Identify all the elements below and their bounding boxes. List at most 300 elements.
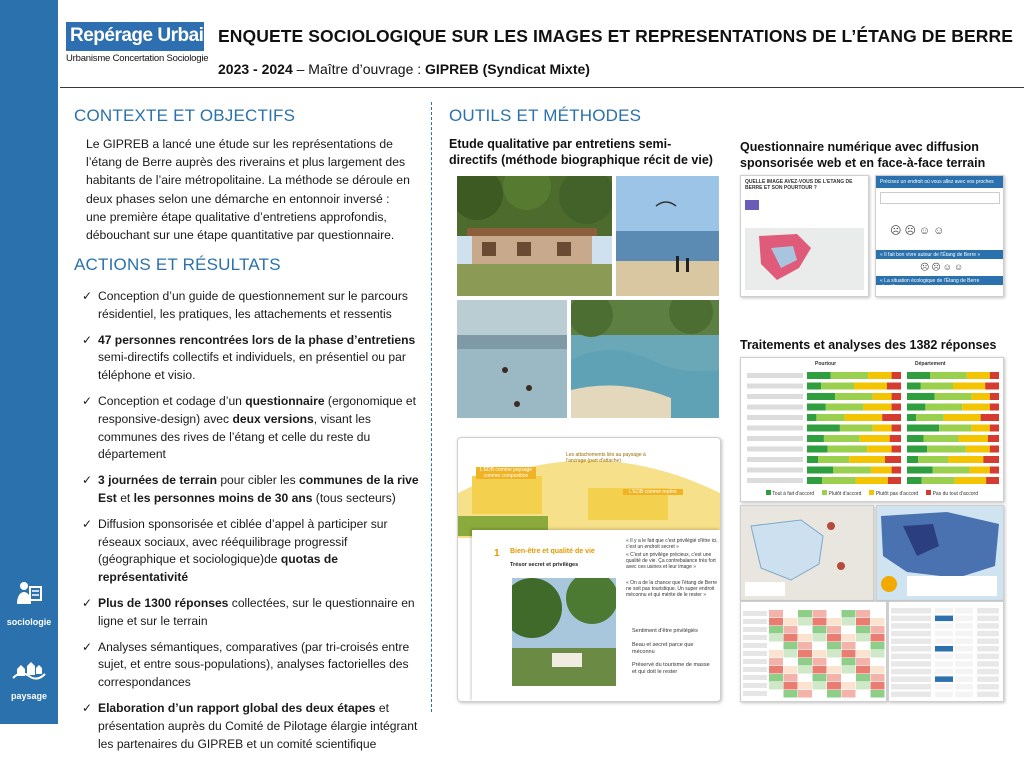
bar-segment bbox=[873, 425, 892, 432]
heat-cell bbox=[871, 642, 885, 650]
header-divider bbox=[60, 87, 1024, 88]
survey-text-field bbox=[880, 192, 1000, 204]
bar-segment bbox=[990, 467, 999, 474]
row-label-placeholder bbox=[747, 447, 803, 452]
bar-segment bbox=[935, 393, 972, 400]
action-text: (ergonomique et responsive-design) avec bbox=[98, 393, 416, 426]
list-item bbox=[80, 472, 424, 508]
checkmark-icon: ✓ bbox=[82, 289, 93, 303]
bar-segment bbox=[867, 446, 891, 453]
bar-segment bbox=[885, 456, 901, 463]
heatmap-grid bbox=[741, 602, 886, 701]
table-cell bbox=[891, 692, 931, 698]
chart-head-departement: Département bbox=[915, 361, 946, 367]
table-cell bbox=[955, 631, 973, 637]
bar-segment bbox=[840, 425, 873, 432]
legend-item bbox=[869, 490, 918, 497]
person-reading-icon bbox=[13, 578, 45, 610]
analyses-title: Traitements et analyses des 1382 réponses bbox=[740, 338, 997, 352]
page-subtitle bbox=[218, 61, 590, 77]
table-cell bbox=[977, 692, 999, 698]
bar-segment bbox=[983, 456, 999, 463]
bar-segment bbox=[967, 372, 990, 379]
row-label-placeholder bbox=[747, 436, 803, 441]
table-cell bbox=[955, 669, 973, 675]
table-cell bbox=[977, 616, 999, 622]
heat-cell bbox=[856, 650, 870, 658]
table-cell bbox=[891, 646, 931, 652]
table-cell bbox=[891, 616, 931, 622]
subtitle-client: GIPREB (Syndicat Mixte) bbox=[425, 61, 590, 77]
survey-q3: « Il fait bon vivre autour de l'Étang de Berre » bbox=[880, 252, 981, 258]
heat-cell bbox=[798, 610, 812, 618]
table-cell bbox=[891, 661, 931, 667]
list-item bbox=[80, 595, 424, 631]
table-cell bbox=[935, 631, 953, 637]
heat-cell bbox=[856, 658, 870, 666]
table-cell bbox=[891, 676, 931, 682]
bar-segment bbox=[907, 383, 921, 390]
photo-cove bbox=[571, 300, 719, 418]
slide-photo bbox=[512, 578, 616, 686]
table-cell bbox=[891, 684, 931, 690]
slide-bullet: Beau et secret parce que méconnu bbox=[632, 642, 694, 655]
row-label-placeholder bbox=[747, 405, 803, 410]
tools-heading: OUTILS ET MÉTHODES bbox=[449, 106, 642, 125]
list-item bbox=[80, 639, 424, 692]
heat-cell bbox=[769, 634, 783, 642]
bar-segment bbox=[907, 467, 933, 474]
action-text: Conception et codage d’un bbox=[98, 393, 246, 408]
action-text: collectées, sur le questionnaire en ligne et sur le terrain bbox=[98, 595, 415, 628]
emoji-scale-icon: ☹☹☺☺ bbox=[890, 225, 948, 237]
actions-heading: ACTIONS ET RÉSULTATS bbox=[74, 255, 281, 274]
bar-segment bbox=[907, 446, 927, 453]
heat-cell bbox=[813, 666, 827, 674]
row-label-placeholder bbox=[743, 619, 767, 624]
action-bold: Plus de 1300 réponses bbox=[98, 595, 229, 610]
checkmark-icon: ✓ bbox=[82, 516, 93, 531]
slide-number: 1 bbox=[494, 548, 500, 559]
action-text: Diffusion sponsorisée et ciblée d’appel à participer sur réseaux sociaux, avec rééquilibrage progressif (géographique et sociologique)de bbox=[98, 516, 388, 567]
bar-segment bbox=[873, 393, 892, 400]
bar-segment bbox=[907, 372, 930, 379]
table-cell bbox=[955, 623, 973, 629]
chart-head-pourtour: Pourtour bbox=[815, 361, 837, 367]
photo-swimmers bbox=[457, 300, 567, 418]
bar-segment bbox=[826, 404, 864, 411]
heat-cell bbox=[827, 658, 841, 666]
heat-cell bbox=[856, 634, 870, 642]
bar-segment bbox=[939, 425, 971, 432]
row-label-placeholder bbox=[743, 659, 767, 664]
bar-segment bbox=[918, 456, 948, 463]
table-cell bbox=[935, 692, 953, 698]
bar-segment bbox=[821, 383, 854, 390]
heat-cell bbox=[871, 610, 885, 618]
heat-cell bbox=[798, 634, 812, 642]
row-label-placeholder bbox=[747, 384, 803, 389]
slide-quote: « On a de la chance que l'étang de Berre ne soit pas touristique. Un super endroit méconnu et qui mérite de le rester » bbox=[626, 580, 718, 598]
crosstab-table bbox=[740, 601, 887, 702]
checkmark-icon: ✓ bbox=[82, 332, 93, 347]
bar-segment bbox=[892, 446, 901, 453]
bar-segment bbox=[824, 435, 860, 442]
table-cell bbox=[891, 669, 931, 675]
heat-cell bbox=[871, 666, 885, 674]
bar-segment bbox=[971, 393, 989, 400]
bar-segment bbox=[807, 456, 818, 463]
logo-subtitle: Urbanisme Concertation Sociologie bbox=[66, 53, 209, 64]
bar-segment bbox=[907, 425, 939, 432]
photo-building-pines bbox=[457, 176, 612, 296]
row-label-placeholder bbox=[743, 643, 767, 648]
heat-cell bbox=[813, 682, 827, 690]
bar-segment bbox=[828, 446, 867, 453]
bar-segment bbox=[944, 414, 981, 421]
heat-cell bbox=[784, 666, 798, 674]
logo bbox=[66, 22, 215, 64]
heat-cell bbox=[784, 650, 798, 658]
action-text: semi-directifs collectifs et individuels, en présentiel ou par téléphone et visio. bbox=[98, 350, 406, 383]
bar-segment bbox=[807, 404, 826, 411]
slide-heading: Bien-être et qualité de vie bbox=[510, 548, 595, 555]
table-cell bbox=[935, 661, 953, 667]
action-bold: 47 personnes rencontrées lors de la phase d’entretiens bbox=[98, 332, 416, 347]
heat-cell bbox=[813, 618, 827, 626]
chart-legend bbox=[741, 490, 1003, 497]
row-label-placeholder bbox=[747, 468, 803, 473]
bar-segment bbox=[807, 477, 822, 484]
table-cell bbox=[935, 646, 953, 652]
heat-cell bbox=[784, 610, 798, 618]
heat-cell bbox=[842, 610, 856, 618]
action-text: pour cibler les bbox=[216, 473, 299, 488]
survey-phone-screenshot bbox=[740, 175, 869, 297]
survey-map bbox=[741, 200, 868, 295]
slide-quote: « C'est un privilège précieux, c'est une qualité de vie. Ça contrebalance très fort avec ces usines et leur image » bbox=[626, 552, 716, 570]
table-cell bbox=[955, 654, 973, 660]
heat-cell bbox=[827, 618, 841, 626]
bar-segment bbox=[907, 414, 916, 421]
table-cell bbox=[935, 669, 953, 675]
bar-segment bbox=[863, 404, 891, 411]
heat-cell bbox=[798, 690, 812, 698]
bar-segment bbox=[907, 435, 924, 442]
sidebar-item-paysage bbox=[0, 656, 58, 701]
bar-segment bbox=[892, 425, 901, 432]
table-cell bbox=[977, 623, 999, 629]
bar-segment bbox=[959, 435, 988, 442]
bar-segment bbox=[930, 372, 967, 379]
heat-cell bbox=[813, 690, 827, 698]
heat-cell bbox=[871, 650, 885, 658]
survey-q2: Précisez un endroit où vous allez avec vos proches bbox=[880, 179, 994, 185]
heat-cell bbox=[842, 650, 856, 658]
bar-segment bbox=[985, 383, 999, 390]
communes-table bbox=[888, 601, 1004, 702]
heat-cell bbox=[798, 642, 812, 650]
heat-cell bbox=[798, 658, 812, 666]
bar-segment bbox=[962, 404, 990, 411]
table-cell bbox=[891, 638, 931, 644]
bar-segment bbox=[990, 446, 999, 453]
bar-segment bbox=[892, 404, 901, 411]
row-label-placeholder bbox=[747, 426, 803, 431]
heat-cell bbox=[827, 634, 841, 642]
heat-cell bbox=[784, 642, 798, 650]
heat-cell bbox=[813, 626, 827, 634]
legend-item bbox=[766, 490, 814, 497]
heat-cell bbox=[842, 682, 856, 690]
heat-cell bbox=[842, 634, 856, 642]
heat-cell bbox=[813, 610, 827, 618]
table-cell bbox=[955, 684, 973, 690]
table-cell bbox=[935, 684, 953, 690]
bar-segment bbox=[818, 456, 849, 463]
table-cell bbox=[935, 654, 953, 660]
table-cell bbox=[955, 676, 973, 682]
column-divider bbox=[431, 102, 432, 712]
heat-cell bbox=[769, 650, 783, 658]
heat-cell bbox=[871, 682, 885, 690]
heat-cell bbox=[827, 674, 841, 682]
action-bold: quotas de représentativité bbox=[98, 552, 339, 585]
row-label-placeholder bbox=[743, 627, 767, 632]
bar-segment bbox=[871, 467, 892, 474]
bar-segment bbox=[807, 425, 840, 432]
checkmark-icon: ✓ bbox=[82, 473, 93, 488]
bar-segment bbox=[981, 414, 999, 421]
bar-segment bbox=[892, 467, 901, 474]
heat-cell bbox=[871, 618, 885, 626]
slide-page bbox=[472, 530, 720, 701]
heat-cell bbox=[856, 690, 870, 698]
slide-bullet: Sentiment d'être privilégiés bbox=[632, 628, 698, 634]
bar-segment bbox=[868, 372, 892, 379]
table-cell bbox=[977, 608, 999, 614]
subtitle-year: 2023 - 2024 bbox=[218, 61, 293, 77]
bar-segment bbox=[890, 435, 901, 442]
checkmark-icon: ✓ bbox=[82, 393, 93, 408]
response-chart-panel bbox=[740, 357, 1004, 502]
bar-segment bbox=[916, 414, 944, 421]
heat-cell bbox=[827, 642, 841, 650]
bar-segment bbox=[822, 477, 856, 484]
emoji-scale-icon: ☹☹☺☺ bbox=[920, 262, 966, 272]
bar-segment bbox=[807, 435, 824, 442]
list-item bbox=[80, 332, 424, 385]
heat-cell bbox=[871, 674, 885, 682]
heat-cell bbox=[798, 674, 812, 682]
bar-segment bbox=[955, 477, 986, 484]
heat-cell bbox=[784, 690, 798, 698]
heat-cell bbox=[798, 650, 812, 658]
stacked-bars bbox=[741, 368, 1003, 488]
bar-segment bbox=[933, 467, 970, 474]
heat-cell bbox=[798, 666, 812, 674]
bar-segment bbox=[927, 446, 966, 453]
row-label-placeholder bbox=[743, 683, 767, 688]
bar-segment bbox=[888, 477, 901, 484]
heat-cell bbox=[769, 626, 783, 634]
heat-cell bbox=[784, 634, 798, 642]
table-cell bbox=[977, 676, 999, 682]
heat-cell bbox=[813, 674, 827, 682]
table-cell bbox=[955, 608, 973, 614]
legend-item bbox=[926, 490, 978, 497]
bar-segment bbox=[807, 383, 821, 390]
heat-cell bbox=[769, 618, 783, 626]
table-cell bbox=[891, 654, 931, 660]
heat-cell bbox=[856, 642, 870, 650]
logo-title: Repérage Urbain bbox=[66, 22, 204, 51]
map-lagoon bbox=[740, 505, 874, 601]
slide-quote: « Il y a le fait que c'est privilégié d'être ici, c'est un endroit secret » bbox=[626, 538, 718, 550]
table-cell bbox=[977, 654, 999, 660]
list-item bbox=[80, 393, 424, 464]
photo-beach-kites bbox=[616, 176, 719, 296]
bar-segment bbox=[882, 414, 901, 421]
bar-segment bbox=[907, 477, 922, 484]
bar-segment bbox=[860, 435, 890, 442]
bar-segment bbox=[831, 372, 869, 379]
action-bold: 3 journées de terrain bbox=[98, 473, 217, 488]
bar-segment bbox=[887, 383, 901, 390]
heat-cell bbox=[856, 666, 870, 674]
heat-cell bbox=[769, 658, 783, 666]
bar-segment bbox=[892, 393, 901, 400]
action-text: Conception d’un guide de questionnement sur le parcours résidentiel, les pratiques, les attachements et ressentis bbox=[98, 289, 408, 321]
table-cell bbox=[977, 684, 999, 690]
heat-cell bbox=[813, 658, 827, 666]
row-label-placeholder bbox=[747, 478, 803, 483]
heat-cell bbox=[871, 658, 885, 666]
heat-cell bbox=[871, 626, 885, 634]
table-cell bbox=[977, 646, 999, 652]
row-label-placeholder bbox=[743, 635, 767, 640]
heat-cell bbox=[842, 658, 856, 666]
bar-segment bbox=[892, 372, 901, 379]
bar-segment bbox=[845, 414, 883, 421]
heat-cell bbox=[798, 682, 812, 690]
heat-cell bbox=[813, 650, 827, 658]
heat-cell bbox=[769, 682, 783, 690]
slide-bullet: Préservé du tourisme de masse et qui doit le rester bbox=[632, 662, 710, 675]
checkmark-icon: ✓ bbox=[82, 639, 93, 654]
heat-cell bbox=[871, 690, 885, 698]
action-bold: deux versions bbox=[232, 411, 314, 426]
bar-segment bbox=[948, 456, 983, 463]
bar-segment bbox=[986, 477, 999, 484]
table-cell bbox=[955, 661, 973, 667]
action-text: et bbox=[116, 490, 134, 505]
slide-tag: Les attachements liés au paysage à l'ancrage (part d'attache) bbox=[566, 452, 646, 464]
heat-cell bbox=[856, 674, 870, 682]
legend-label: Pas du tout d'accord bbox=[932, 491, 979, 497]
report-slide bbox=[457, 437, 721, 702]
heat-cell bbox=[856, 618, 870, 626]
heat-cell bbox=[784, 658, 798, 666]
row-label-placeholder bbox=[747, 394, 803, 399]
heat-cell bbox=[798, 618, 812, 626]
legend-item bbox=[822, 490, 861, 497]
row-label-placeholder bbox=[743, 667, 767, 672]
bar-segment bbox=[990, 372, 999, 379]
numeric-title: Questionnaire numérique avec diffusion sponsorisée web et en face-à-face terrain bbox=[740, 140, 986, 170]
action-text: , visant les communes des rives de l’étang et celle du reste du département bbox=[98, 411, 371, 462]
bar-segment bbox=[833, 467, 871, 474]
heat-cell bbox=[784, 682, 798, 690]
table-cell bbox=[935, 638, 953, 644]
table-cell bbox=[977, 661, 999, 667]
bar-segment bbox=[816, 414, 844, 421]
context-heading: CONTEXTE ET OBJECTIFS bbox=[74, 106, 296, 125]
slide-box1: L'EDB comme paysage comme composition bbox=[476, 467, 536, 479]
bar-segment bbox=[907, 404, 925, 411]
heat-cell bbox=[827, 666, 841, 674]
bar-segment bbox=[849, 456, 885, 463]
row-label-placeholder bbox=[747, 457, 803, 462]
row-label-placeholder bbox=[743, 691, 767, 696]
table-cell bbox=[955, 692, 973, 698]
communes-grid bbox=[889, 602, 1003, 701]
table-cell bbox=[977, 669, 999, 675]
row-label-placeholder bbox=[747, 415, 803, 420]
legend-label: Tout à fait d'accord bbox=[772, 491, 815, 497]
table-cell bbox=[955, 638, 973, 644]
table-cell bbox=[935, 623, 953, 629]
heat-cell bbox=[856, 610, 870, 618]
heat-cell bbox=[784, 674, 798, 682]
row-label-placeholder bbox=[747, 373, 803, 378]
heat-cell bbox=[784, 626, 798, 634]
bar-segment bbox=[990, 393, 999, 400]
bar-segment bbox=[970, 467, 990, 474]
survey-q4: « La situation écologique de l'Étang de Berre s'améliore » bbox=[880, 278, 980, 290]
table-cell bbox=[935, 676, 953, 682]
landscape-village-icon bbox=[11, 656, 47, 684]
action-text: Analyses sémantiques, comparatives (par tri-croisés entre sujet, et entre sous-populations), analyses factorielles des correspondances bbox=[98, 639, 410, 690]
actions-list bbox=[80, 288, 424, 761]
bar-segment bbox=[925, 404, 962, 411]
list-item bbox=[80, 288, 424, 324]
heat-cell bbox=[856, 626, 870, 634]
bar-segment bbox=[966, 446, 990, 453]
table-cell bbox=[935, 616, 953, 622]
checkmark-icon: ✓ bbox=[82, 595, 93, 610]
heat-cell bbox=[769, 666, 783, 674]
bar-segment bbox=[907, 393, 935, 400]
row-label-placeholder bbox=[743, 611, 767, 616]
checkmark-icon: ✓ bbox=[82, 700, 93, 715]
heat-cell bbox=[813, 634, 827, 642]
legend-label: Plutôt d'accord bbox=[828, 491, 862, 497]
row-label-placeholder bbox=[743, 651, 767, 656]
qualitative-title: Etude qualitative par entretiens semi-directifs (méthode biographique récit de vie) bbox=[449, 137, 713, 167]
action-bold: les personnes moins de 30 ans bbox=[133, 490, 313, 505]
bar-segment bbox=[854, 383, 887, 390]
list-item bbox=[80, 700, 424, 753]
table-cell bbox=[891, 631, 931, 637]
table-cell bbox=[977, 638, 999, 644]
action-text: et présentation auprès du Comité de Pilotage élargie intégrant les partenaires du GIPREB et un comité scientifique bbox=[98, 700, 418, 751]
bar-segment bbox=[807, 393, 835, 400]
heat-cell bbox=[769, 610, 783, 618]
subtitle-text: – Maître d’ouvrage : bbox=[292, 61, 426, 77]
table-cell bbox=[955, 646, 973, 652]
table-cell bbox=[891, 623, 931, 629]
